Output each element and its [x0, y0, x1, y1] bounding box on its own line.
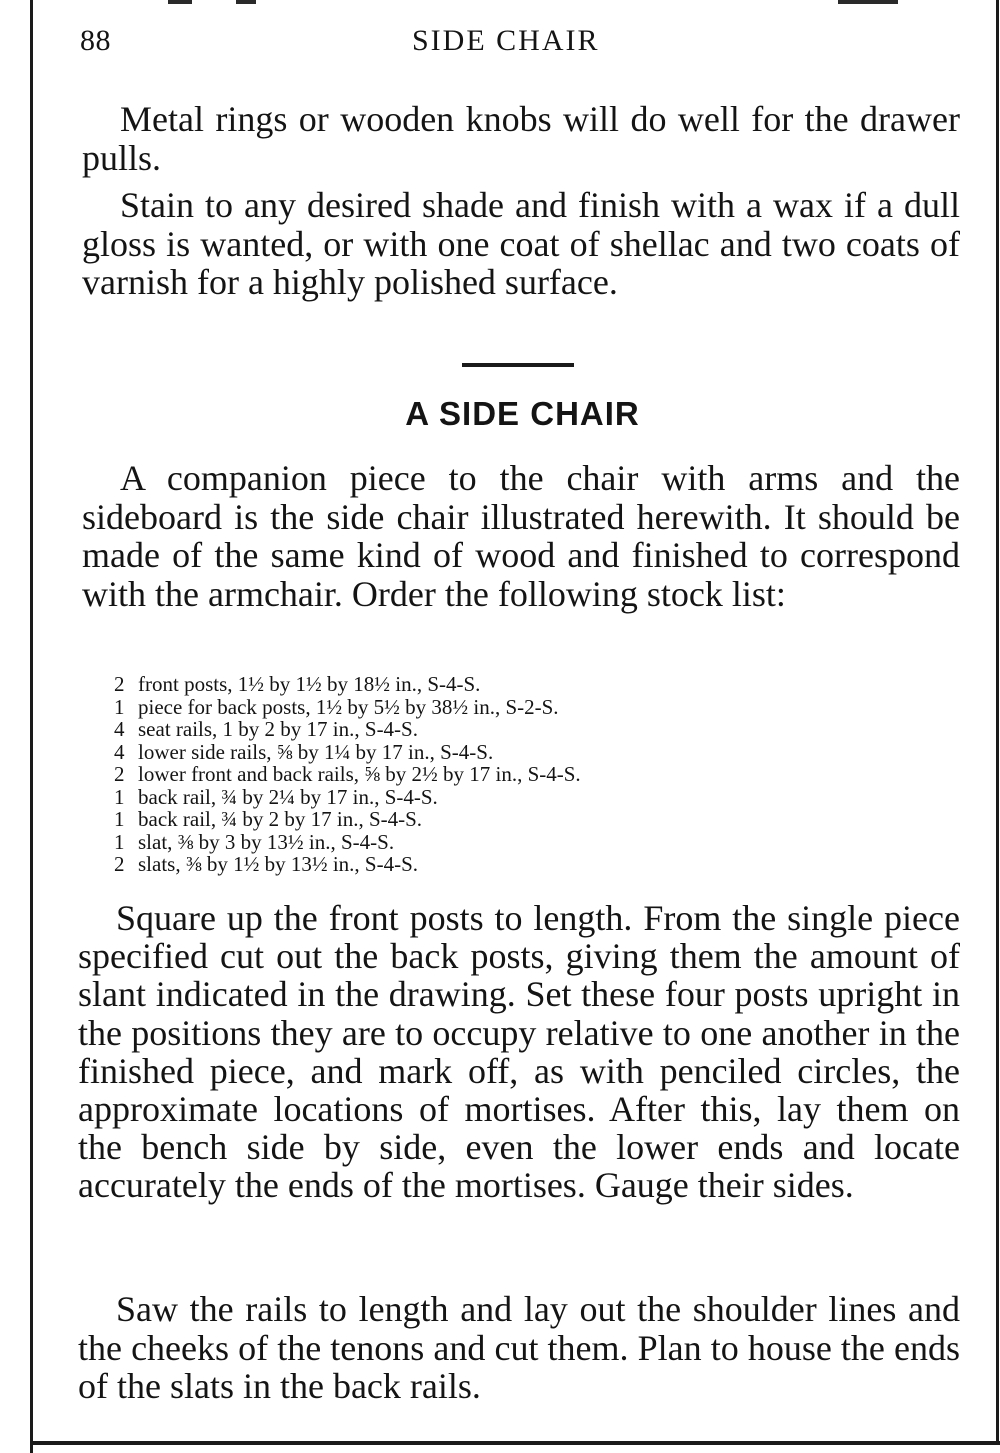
stock-list-item [114, 696, 581, 719]
paragraph-intro: A companion piece to the chair with arms and the sideboard is the side chair illustrated herewith. It should be made of the same kind of wood and finished to correspond with the armchair. Order the following stock list: [82, 458, 960, 614]
stock-item: piece for back posts, 1½ by 5½ by 38½ in., S-2-S. [138, 694, 559, 719]
stock-item: front posts, 1½ by 1½ by 18½ in., S-4-S. [138, 672, 481, 696]
stock-list-item [114, 718, 581, 741]
stock-list-item [114, 831, 581, 854]
stock-item: slat, ⅜ by 3 by 13½ in., S-4-S. [138, 829, 395, 854]
stock-item: back rail, ¾ by 2¼ by 17 in., S-4-S. [138, 784, 438, 809]
section-heading: A SIDE CHAIR [405, 395, 640, 432]
stock-list-item [114, 741, 581, 764]
print-mark [236, 0, 256, 4]
stock-qty: 4 [114, 739, 125, 764]
section-divider [462, 363, 574, 367]
stock-list-item [114, 853, 581, 876]
print-mark [838, 0, 898, 4]
stock-qty: 1 [114, 829, 125, 854]
running-head: SIDE CHAIR [412, 24, 600, 57]
paragraph-drawer-pulls: Metal rings or wooden knobs will do well for the drawer pulls. [82, 99, 960, 178]
stock-list-item [114, 786, 581, 809]
bottom-border-rule [30, 1441, 1000, 1445]
stock-item: lower front and back rails, ⅝ by 2½ by 17 in., S-4-S. [138, 762, 581, 786]
stock-qty: 1 [114, 807, 125, 831]
stock-item: lower side rails, ⅝ by 1¼ by 17 in., S-4-S. [138, 739, 494, 764]
stock-list-item [114, 808, 581, 831]
stock-list [114, 673, 581, 876]
stock-qty: 1 [114, 694, 125, 719]
right-border-rule [996, 0, 999, 1445]
paragraph-rails: Saw the rails to length and lay out the shoulder lines and the cheeks of the tenons and cut them. Plan to house the ends of the slats in the back rails. [78, 1289, 960, 1406]
stock-item: back rail, ¾ by 2 by 17 in., S-4-S. [138, 807, 423, 831]
print-mark [168, 0, 192, 4]
stock-qty: 1 [114, 784, 125, 809]
stock-list-item [114, 763, 581, 786]
stock-qty: 2 [114, 852, 125, 876]
stock-qty: 2 [114, 762, 125, 786]
page-number: 88 [80, 24, 111, 57]
left-border-rule [30, 0, 33, 1453]
stock-item: slats, ⅜ by 1½ by 13½ in., S-4-S. [138, 852, 419, 876]
stock-item: seat rails, 1 by 2 by 17 in., S-4-S. [138, 717, 418, 741]
stock-qty: 2 [114, 672, 125, 696]
stock-qty: 4 [114, 717, 125, 741]
paragraph-finish: Stain to any desired shade and finish with a wax if a dull gloss is wanted, or with one coat of shellac and two coats of varnish for a highly polished surface. [82, 185, 960, 302]
paragraph-posts: Square up the front posts to length. From the single piece specified cut out the back posts, giving them the amount of slant indicated in the drawing. Set these four posts upright in the positions they are to occupy relative to one another in the finished piece, and mark off, as with penciled circles, the approximate locations of mortises. After this, lay them on the bench side by side, even the lower ends and locate accurately the ends of the mortises. Gauge their sides. [78, 898, 960, 1206]
stock-list-item [114, 673, 581, 696]
